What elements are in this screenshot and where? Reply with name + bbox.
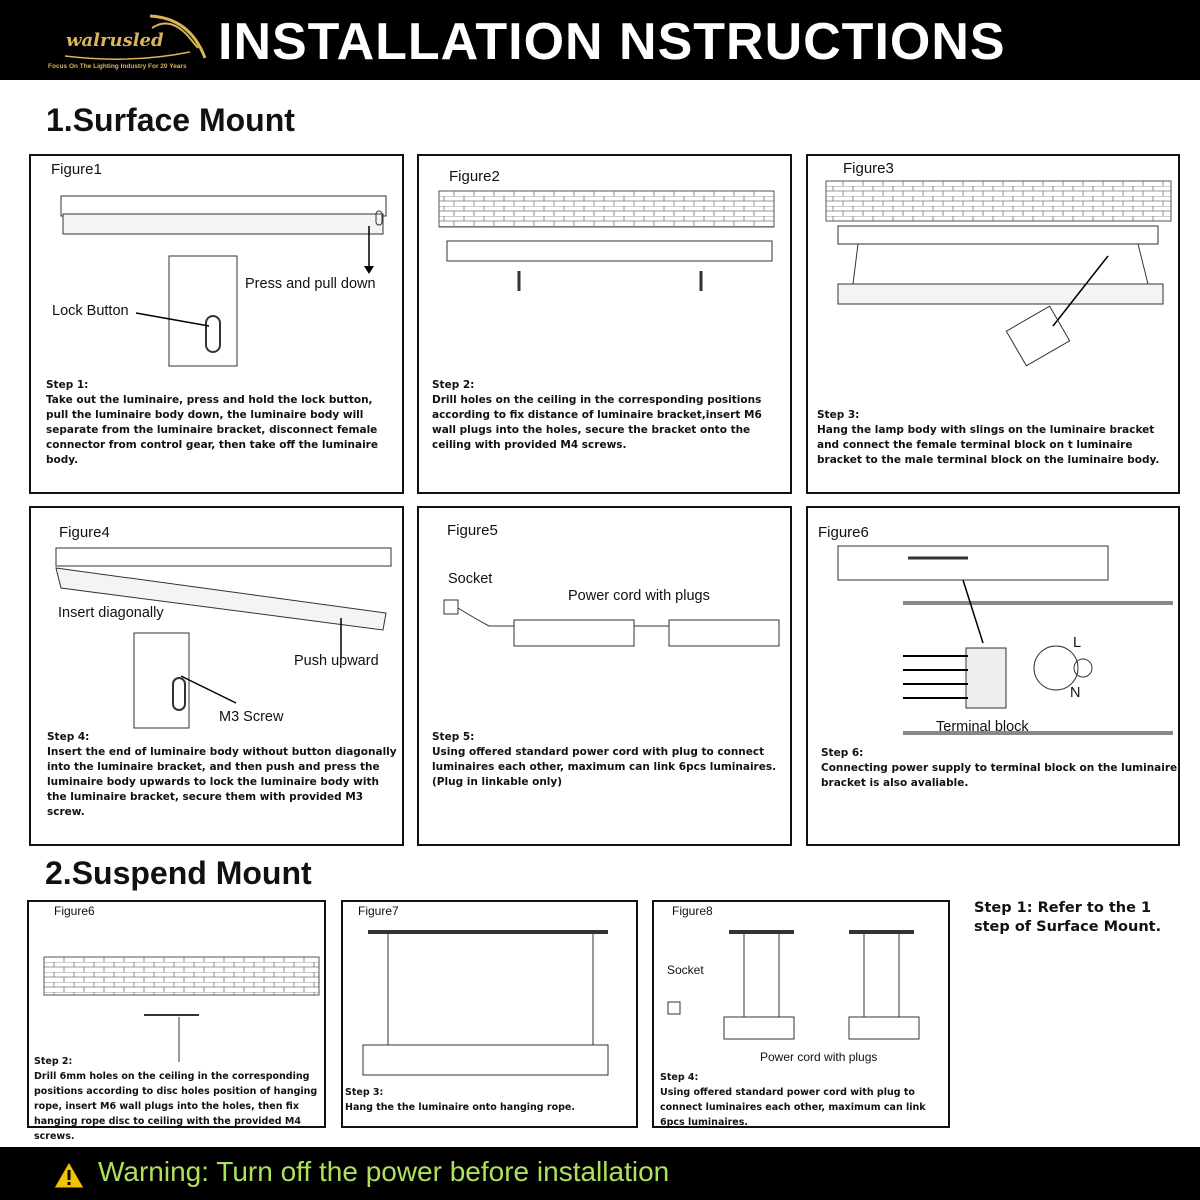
warning-icon: [52, 1160, 86, 1190]
step-2-text: Step 2: Drill holes on the ceiling in the corresponding positions according to fix distance of luminaire bracket,insert M6 wall plugs into the holes, secure the bracket onto the ceiling with provided M4 screws.: [432, 379, 762, 451]
figure2-panel: [417, 154, 792, 494]
suspend-figure6-panel: [27, 900, 326, 1142]
figure8-panel: [652, 900, 950, 1128]
step-1-text: Step 1: Take out the luminaire, press and hold the lock button, pull the luminaire body down, the luminaire body will separate from the luminaire bracket, disconnect female connector from control gear, then take off the luminaire body.: [46, 379, 378, 466]
press-pull-label: Press and pull down: [245, 276, 376, 292]
step-6-text: Step 6: Connecting power supply to terminal block on the luminaire bracket is also avaliable.: [821, 747, 1178, 789]
suspend-step-4-text: Step 4: Using offered standard power cord with plug to connect luminaires each other, maximum can link 6pcs luminaires.: [660, 1072, 926, 1128]
l-label: L: [1073, 635, 1082, 651]
figure-label: Figure8: [672, 904, 713, 918]
figure-label: Figure2: [449, 168, 500, 185]
figure7-panel: [341, 900, 638, 1128]
figure6-panel: [806, 506, 1180, 846]
terminal-block-label: Terminal block: [936, 719, 1029, 735]
figure-label: Figure5: [447, 522, 498, 539]
figure5-panel: [417, 506, 792, 846]
power-cord-diagram: [419, 508, 790, 844]
step-4-text: Step 4: Insert the end of luminaire body without button diagonally into the luminaire bracket, and then push and press the luminaire body upwards to lock the luminaire body with the luminaire bracket, secure them with provided M3 screw.: [47, 731, 397, 818]
figure1-panel: [29, 154, 404, 494]
suspend-step-3-text: Step 3: Hang the the luminaire onto hanging rope.: [345, 1087, 575, 1113]
header: [0, 0, 1200, 80]
step-3-text: Step 3: Hang the lamp body with slings on the luminaire bracket and connect the female terminal block on t luminaire bracket to the male terminal block on the luminaire body.: [817, 409, 1160, 466]
figure-label: Figure6: [54, 904, 95, 918]
terminal-block-diagram: [808, 508, 1178, 844]
suspend-step-2-text: Step 2: Drill 6mm holes on the ceiling in the corresponding positions according to disc holes position of hanging rope, insert M6 wall plugs into the holes, then fix hanging rope disc to ceiling with the provided M4 screws.: [34, 1056, 318, 1142]
n-label: N: [1070, 685, 1081, 701]
lock-button-label: Lock Button: [52, 303, 129, 319]
page-title: INSTALLATION NSTRUCTIONS: [218, 13, 1006, 71]
tagline: Focus On The Lighting Industry For 20 Years: [48, 63, 187, 70]
figure-label: Figure6: [818, 524, 869, 541]
power-cord-label: Power cord with plugs: [568, 588, 710, 604]
section-title-surface: 1.Surface Mount: [46, 102, 295, 138]
socket-label: Socket: [667, 963, 704, 977]
suspend-step-1-note: Step 1: Refer to the 1 step of Surface Mount.: [974, 900, 1162, 935]
m3-screw-label: M3 Screw: [219, 709, 284, 725]
figure-label: Figure1: [51, 161, 102, 178]
push-upward-label: Push upward: [294, 653, 379, 669]
brand-name: walrusled: [66, 30, 164, 51]
socket-label: Socket: [448, 571, 493, 587]
figure-label: Figure4: [59, 524, 110, 541]
insert-diagonally-label: Insert diagonally: [58, 605, 164, 621]
figure3-panel: [806, 154, 1180, 494]
figure-label: Figure3: [843, 160, 894, 177]
figure4-panel: [29, 506, 404, 846]
warning-text: Warning: Turn off the power before installation: [98, 1156, 670, 1187]
figure-label: Figure7: [358, 904, 399, 918]
section-title-suspend: 2.Suspend Mount: [45, 855, 312, 891]
step-5-text: Step 5: Using offered standard power cord with plug to connect luminaires each other, maximum can link 6pcs luminaires. (Plug in linkable only): [432, 731, 777, 788]
power-cord-label: Power cord with plugs: [760, 1050, 878, 1064]
